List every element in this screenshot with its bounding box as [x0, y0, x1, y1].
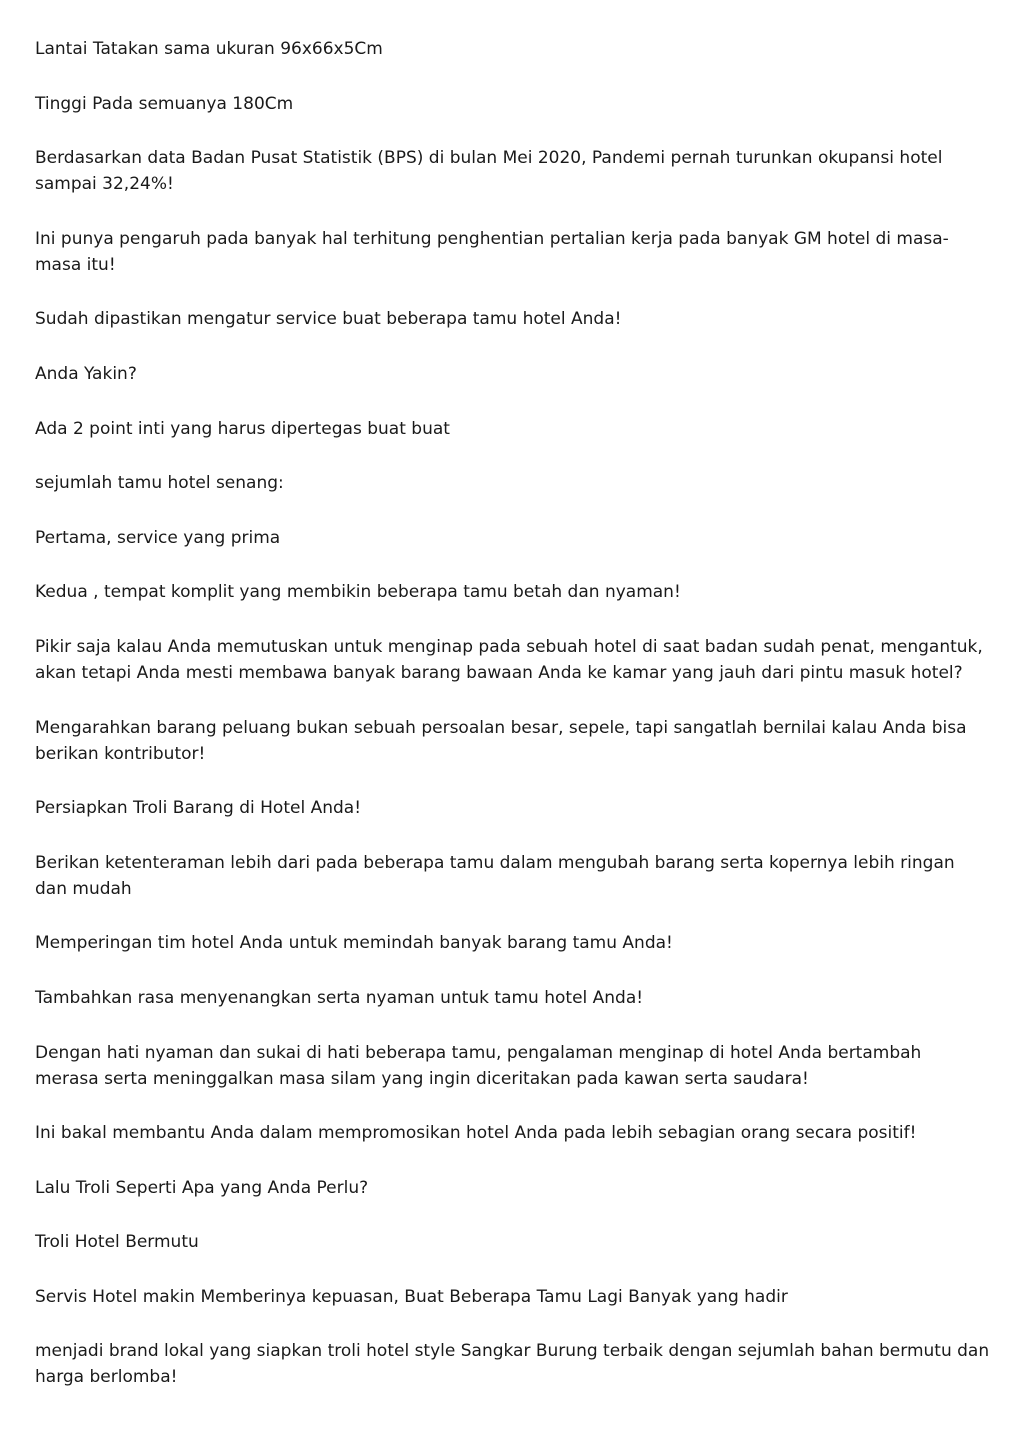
paragraph: Anda Yakin?: [35, 363, 137, 384]
paragraph: Berdasarkan data Badan Pusat Statistik (BPS) di bulan Mei 2020, Pandemi pernah turunkan okupansi hotel sampai 32,24%!: [35, 148, 943, 195]
paragraph: Troli Hotel Bermutu: [35, 1232, 199, 1253]
paragraph: Ini punya pengaruh pada banyak hal terhitung penghentian pertalian kerja pada banyak GM hotel di masa-masa itu!: [35, 228, 949, 275]
paragraph: Lantai Tatakan sama ukuran 96x66x5Cm: [35, 39, 383, 59]
paragraph: Lalu Troli Seperti Apa yang Anda Perlu?: [35, 1177, 369, 1198]
paragraph: Pikir saja kalau Anda memutuskan untuk menginap pada sebuah hotel di saat badan sudah penat, mengantuk, akan tetapi Anda mesti membawa banyak barang bawaan Anda ke kamar yang jauh dari pintu masuk hotel?: [35, 636, 983, 683]
paragraph: Kedua , tempat komplit yang membikin beberapa tamu betah dan nyaman!: [35, 582, 681, 603]
paragraph: Persiapkan Troli Barang di Hotel Anda!: [35, 798, 362, 819]
paragraph: sejumlah tamu hotel senang:: [35, 473, 284, 494]
document-body: [35, 36, 990, 1419]
paragraph: Ada 2 point inti yang harus dipertegas buat buat: [35, 418, 450, 439]
paragraph: Sudah dipastikan mengatur service buat beberapa tamu hotel Anda!: [35, 309, 622, 330]
paragraph: Mengarahkan barang peluang bukan sebuah persoalan besar, sepele, tapi sangatlah bernilai kalau Anda bisa berikan kontributor!: [35, 717, 967, 764]
paragraph: Pertama, service yang prima: [35, 527, 281, 548]
paragraph: Ini bakal membantu Anda dalam mempromosikan hotel Anda pada lebih sebagian orang secara positif!: [35, 1123, 917, 1144]
paragraph: menjadi brand lokal yang siapkan troli hotel style Sangkar Burung terbaik dengan sejumlah bahan bermutu dan harga berlomba!: [35, 1341, 990, 1388]
paragraph: Servis Hotel makin Memberinya kepuasan, Buat Beberapa Tamu Lagi Banyak yang hadir: [35, 1286, 788, 1307]
paragraph: Berikan ketenteraman lebih dari pada beberapa tamu dalam mengubah barang serta kopernya lebih ringan dan mudah: [35, 852, 955, 899]
paragraph: Memperingan tim hotel Anda untuk memindah banyak barang tamu Anda!: [35, 933, 673, 954]
paragraph: Tambahkan rasa menyenangkan serta nyaman untuk tamu hotel Anda!: [35, 987, 644, 1008]
paragraph: Tinggi Pada semuanya 180Cm: [35, 93, 294, 114]
paragraph: Dengan hati nyaman dan sukai di hati beberapa tamu, pengalaman menginap di hotel Anda bertambah merasa serta meninggalkan masa silam yang ingin diceritakan pada kawan serta saudara!: [35, 1042, 922, 1089]
